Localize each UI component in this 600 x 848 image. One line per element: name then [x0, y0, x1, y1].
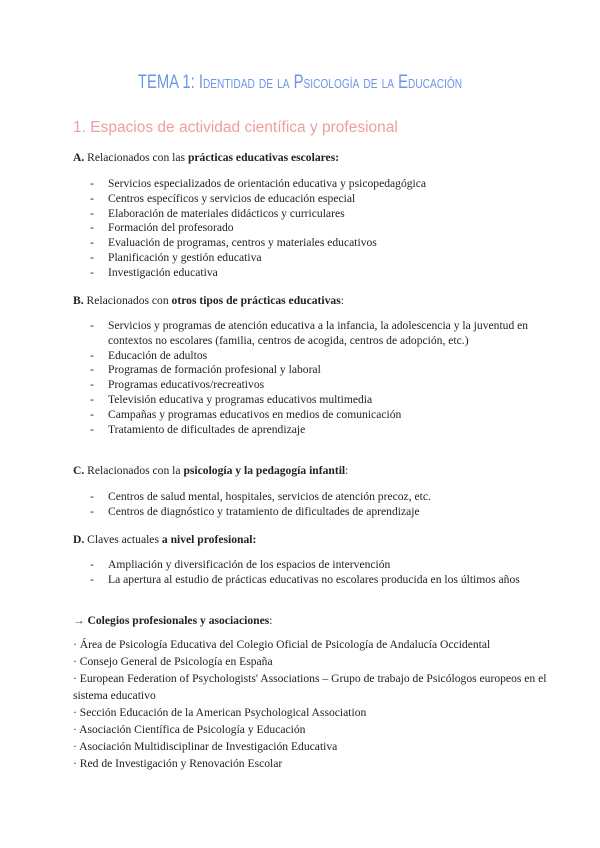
- list-item: - Programas de formación profesional y laboral: [73, 363, 543, 378]
- list-item: · European Federation of Psychologists' Associations – Grupo de trabajo de Psicólogos europeos en el sistema educativo: [73, 672, 547, 702]
- section-c: [73, 463, 543, 520]
- lead-bold: otros tipos de prácticas educativas: [171, 294, 341, 307]
- lead-post: :: [340, 294, 344, 307]
- list-item: - Centros de salud mental, hospitales, servicios de atención precoz, etc.: [73, 490, 543, 505]
- lead-text: Claves actuales: [84, 533, 162, 546]
- list-item: · Área de Psicología Educativa del Colegio Oficial de Psicología de Andalucía Occidental: [73, 638, 491, 651]
- list-item: - Evaluación de programas, centros y materiales educativos: [73, 236, 543, 251]
- list-item: - Programas educativos/recreativos: [73, 378, 543, 393]
- list-item: - Tratamiento de dificultades de aprendizaje: [73, 423, 543, 438]
- list-item: - Centros específicos y servicios de educación especial: [73, 192, 543, 207]
- lead-text: Relacionados con la: [84, 464, 184, 477]
- lead-bold: psicología y la pedagogía infantil: [183, 464, 346, 477]
- letter: D.: [73, 533, 85, 546]
- list-item: · Sección Educación de la American Psychological Association: [73, 706, 367, 719]
- letter: A.: [73, 151, 85, 164]
- list-item: - Campañas y programas educativos en medios de comunicación: [73, 408, 543, 423]
- section-c-lead: [73, 463, 543, 478]
- list-item: - Educación de adultos: [73, 349, 543, 364]
- section-a: [73, 150, 543, 281]
- section-b-lead: [73, 293, 543, 308]
- letter: B.: [73, 294, 84, 307]
- document-title: TEMA 1: Identidad de la Psicología de la Educación: [137, 72, 463, 93]
- lead-post: :: [345, 464, 349, 477]
- list-a: [73, 177, 543, 281]
- list-item: - Servicios especializados de orientación educativa y psicopedagógica: [73, 177, 543, 192]
- section-heading: 1. Espacios de actividad científica y profesional: [73, 119, 398, 136]
- list-item: - Servicios y programas de atención educativa a la infancia, la adolescencia y la juventud en contextos no escolares (familia, centros de acogida, centros de adopción, etc.): [73, 319, 543, 349]
- section-b: [73, 293, 543, 437]
- lead-bold: prácticas educativas escolares:: [187, 151, 340, 164]
- lead-bold: a nivel profesional:: [161, 533, 257, 546]
- section-a-lead: [73, 150, 543, 165]
- lead-text: Relacionados con: [83, 294, 172, 307]
- colegios-lead: [73, 613, 553, 628]
- list-item: · Red de Investigación y Renovación Escolar: [73, 757, 283, 770]
- section-d: [73, 532, 543, 588]
- list-item: - Televisión educativa y programas educativos multimedia: [73, 393, 543, 408]
- associations-list: [73, 636, 553, 772]
- list-item: - La apertura al estudio de prácticas educativas no escolares producida en los últimos años: [73, 573, 543, 588]
- lead-text: Relacionados con las: [84, 151, 188, 164]
- lead-post: :: [269, 614, 273, 627]
- list-item: · Consejo General de Psicología en España: [73, 655, 273, 668]
- letter: C.: [73, 464, 85, 477]
- list-d: [73, 558, 543, 588]
- list-item: - Centros de diagnóstico y tratamiento de dificultades de aprendizaje: [73, 505, 543, 520]
- section-d-lead: [73, 532, 543, 547]
- list-item: · Asociación Científica de Psicología y Educación: [73, 723, 306, 736]
- list-item: - Ampliación y diversificación de los espacios de intervención: [73, 558, 543, 573]
- list-item: - Formación del profesorado: [73, 221, 543, 236]
- list-b: [73, 319, 543, 437]
- lead-bold: → Colegios profesionales y asociaciones: [73, 614, 270, 627]
- list-item: · Asociación Multidisciplinar de Investigación Educativa: [73, 740, 338, 753]
- list-item: - Investigación educativa: [73, 266, 543, 281]
- colegios-section: [73, 613, 553, 772]
- list-item: - Planificación y gestión educativa: [73, 251, 543, 266]
- list-item: - Elaboración de materiales didácticos y curriculares: [73, 207, 543, 222]
- list-c: [73, 490, 543, 520]
